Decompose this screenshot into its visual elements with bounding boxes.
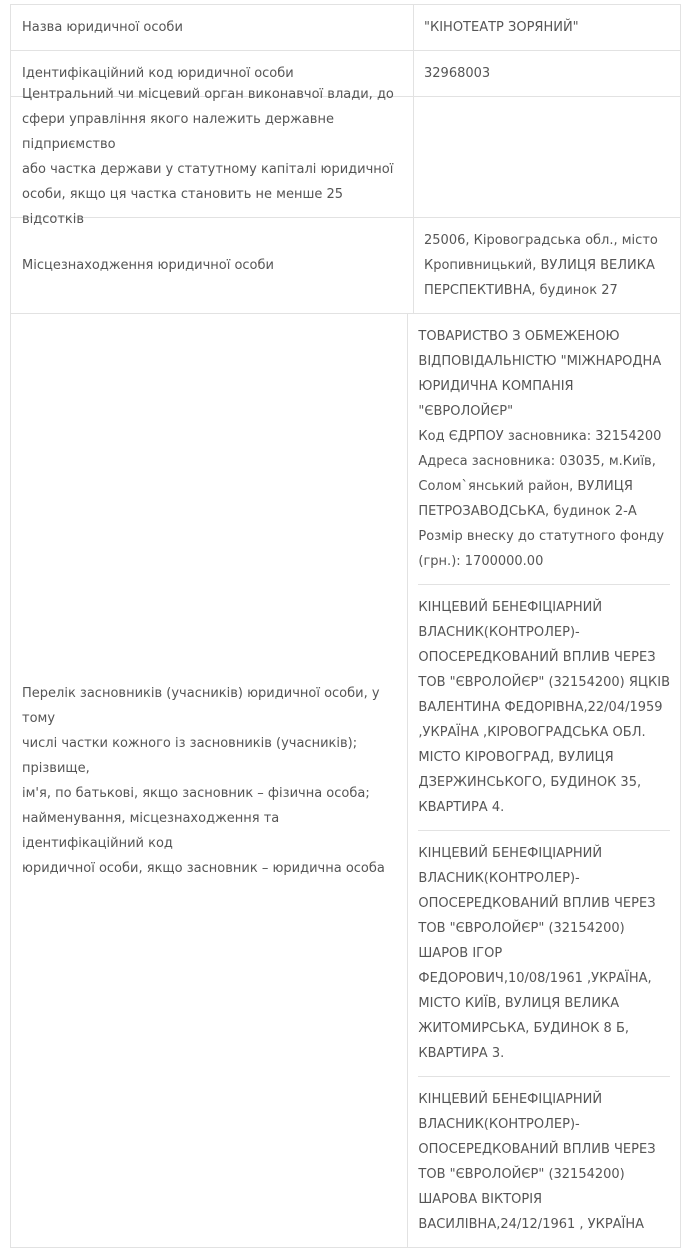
registry-table — [10, 4, 681, 1248]
founder-line: КІНЦЕВИЙ БЕНЕФІЦІАРНИЙ — [418, 600, 603, 615]
founder-line: ТОВАРИСТВО З ОБМЕЖЕНОЮ — [418, 329, 620, 344]
founder-line: Код ЄДРПОУ засновника: 32154200 — [418, 429, 662, 444]
table-row — [10, 5, 681, 51]
label-line: найменування, місцезнаходження та ідентифікаційний код — [22, 810, 280, 851]
table-row — [10, 314, 681, 1248]
row-value-name: "КІНОТЕАТР ЗОРЯНИЙ" — [424, 20, 579, 35]
founder-line: ВАСИЛІВНА,24/12/1961 , УКРАЇНА — [418, 1217, 645, 1232]
table-row — [10, 87, 681, 227]
value-line: Кропивницький, ВУЛИЦЯ ВЕЛИКА — [424, 258, 655, 273]
founder-entry — [418, 585, 670, 831]
row-value-founders — [408, 314, 680, 1247]
founder-line: Солом`янський район, ВУЛИЦЯ — [418, 479, 633, 494]
founder-entry — [418, 831, 670, 1077]
founder-line: МІСТО КІРОВОГРАД, ВУЛИЦЯ — [418, 750, 614, 765]
founder-line: МІСТО КИЇВ, ВУЛИЦЯ ВЕЛИКА — [418, 996, 620, 1011]
founder-line: ТОВ "ЄВРОЛОЙЄР" (32154200) ЯЦКІВ — [418, 675, 670, 690]
value-line: 25006, Кіровоградська обл., місто — [424, 233, 658, 248]
row-label-code: Ідентифікаційний код юридичної особи — [11, 51, 414, 96]
founder-line: КІНЦЕВИЙ БЕНЕФІЦІАРНИЙ — [418, 846, 603, 861]
founder-line: ДЗЕРЖИНСЬКОГО, БУДИНОК 35, — [418, 775, 642, 790]
founder-line: ОПОСЕРЕДКОВАНИЙ ВПЛИВ ЧЕРЕЗ — [418, 650, 656, 665]
founder-line: ЮРИДИЧНА КОМПАНІЯ — [418, 379, 574, 394]
founder-line: Розмір внеску до статутного фонду — [418, 529, 665, 544]
table-row — [10, 218, 681, 314]
founder-line: ТОВ "ЄВРОЛОЙЄР" (32154200) — [418, 1167, 625, 1182]
founder-line: ТОВ "ЄВРОЛОЙЄР" (32154200) — [418, 921, 625, 936]
row-label-name: Назва юридичної особи — [11, 5, 414, 50]
founders-list — [418, 314, 670, 1247]
founder-entry — [418, 1077, 670, 1247]
founder-line: (грн.): 1700000.00 — [418, 554, 544, 569]
label-line: особи, якщо ця частка становить не менше 25 відсотків — [22, 187, 344, 227]
label-line: числі частки кожного із засновників (учасників); прізвище, — [22, 735, 358, 776]
founder-line: КВАРТИРА 4. — [418, 800, 505, 815]
row-label-authority — [11, 87, 414, 227]
founder-line: ОПОСЕРЕДКОВАНИЙ ВПЛИВ ЧЕРЕЗ — [418, 1142, 656, 1157]
row-value-location — [414, 218, 680, 313]
label-line: Центральний чи місцевий орган виконавчої влади, до — [22, 87, 394, 102]
founder-line: ШАРОВ ІГОР — [418, 946, 503, 961]
founder-line: ОПОСЕРЕДКОВАНИЙ ВПЛИВ ЧЕРЕЗ — [418, 896, 656, 911]
founder-line: ,УКРАЇНА ,КІРОВОГРАДСЬКА ОБЛ. — [418, 725, 646, 740]
founder-line: ВЛАСНИК(КОНТРОЛЕР)- — [418, 625, 580, 640]
founder-line: ШАРОВА ВІКТОРІЯ — [418, 1192, 543, 1207]
row-value-code: 32968003 — [424, 66, 491, 81]
founder-line: "ЄВРОЛОЙЄР" — [418, 404, 514, 419]
label-line: юридичної особи, якщо засновник – юридична особа — [22, 860, 385, 876]
label-line: Перелік засновників (учасників) юридичної особи, у тому — [22, 685, 380, 726]
founder-line: ВАЛЕНТИНА ФЕДОРІВНА,22/04/1959 — [418, 700, 663, 715]
label-line: або частка держави у статутному капіталі юридичної — [22, 162, 394, 177]
founder-line: ПЕТРОЗАВОДСЬКА, будинок 2-А — [418, 504, 637, 519]
founder-line: КІНЦЕВИЙ БЕНЕФІЦІАРНИЙ — [418, 1092, 603, 1107]
founder-line: ФЕДОРОВИЧ,10/08/1961 ,УКРАЇНА, — [418, 971, 652, 986]
founder-line: Адреса засновника: 03035, м.Київ, — [418, 454, 656, 469]
label-line: сфери управління якого належить державне підприємство — [22, 112, 334, 152]
value-line: ПЕРСПЕКТИВНА, будинок 27 — [424, 283, 618, 298]
founder-line: ВЛАСНИК(КОНТРОЛЕР)- — [418, 1117, 580, 1132]
row-value-authority — [414, 97, 680, 217]
row-label-location: Місцезнаходження юридичної особи — [11, 218, 414, 313]
founder-line: ЖИТОМИРСЬКА, БУДИНОК 8 Б, — [418, 1021, 630, 1036]
founder-line: ВЛАСНИК(КОНТРОЛЕР)- — [418, 871, 580, 886]
label-line: ім'я, по батькові, якщо засновник – фізична особа; — [22, 785, 370, 801]
founder-line: ВІДПОВІДАЛЬНІСТЮ "МІЖНАРОДНА — [418, 354, 662, 369]
founder-entry — [418, 314, 670, 585]
row-label-founders — [11, 314, 408, 1247]
founder-line: КВАРТИРА 3. — [418, 1046, 505, 1061]
